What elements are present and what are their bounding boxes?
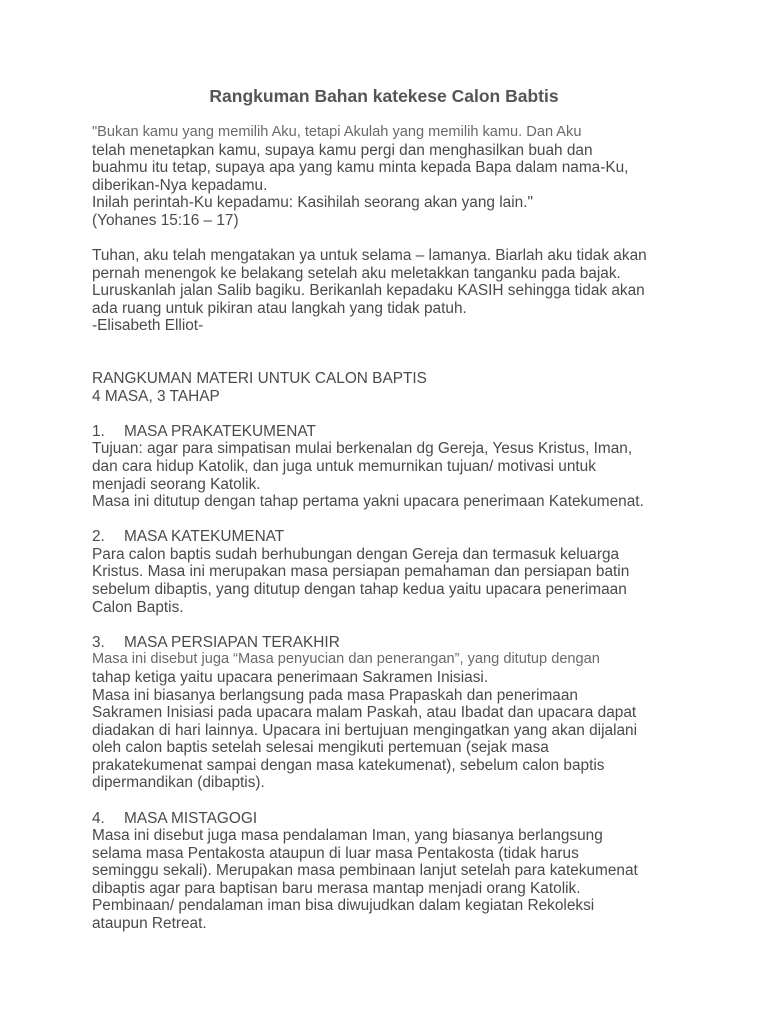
summary-subheading: 4 MASA, 3 TAHAP — [92, 387, 220, 405]
section-line: selama masa Pentakosta ataupun di luar masa Pentakosta (tidak harus — [92, 844, 579, 862]
section-heading — [92, 810, 712, 828]
prayer-line: pernah menengok ke belakang setelah aku meletakkan tanganku pada bajak. — [92, 264, 621, 282]
document-title: Rangkuman Bahan katekese Calon Babtis — [209, 86, 559, 106]
section-line: tahap ketiga yaitu upacara penerimaan Sakramen Inisiasi. — [92, 668, 489, 686]
section-line: dipermandikan (dibaptis). — [92, 774, 265, 792]
section-line: prakatekumenat sampai dengan masa katekumenat), sebelum calon baptis — [92, 756, 605, 774]
quote-line: telah menetapkan kamu, supaya kamu pergi dan menghasilkan buah dan — [92, 141, 593, 159]
section-title: MASA KATEKUMENAT — [124, 528, 285, 546]
quote-line: Inilah perintah-Ku kepadamu: Kasihilah seorang akan yang lain." — [92, 194, 533, 212]
section-title: MASA MISTAGOGI — [124, 809, 258, 827]
section-2 — [92, 528, 712, 616]
section-heading — [92, 634, 712, 652]
prayer-line: ada ruang untuk pikiran atau langkah yang tidak patuh. — [92, 299, 467, 317]
section-line: Kristus. Masa ini merupakan masa persiapan pemahaman dan persiapan batin — [92, 563, 630, 581]
quote-reference: (Yohanes 15:16 – 17) — [92, 211, 239, 229]
section-line: dibaptis agar para baptisan baru merasa mantap menjadi orang Katolik. — [92, 879, 581, 897]
summary-heading: RANGKUMAN MATERI UNTUK CALON BAPTIS — [92, 370, 427, 388]
section-line: Masa ini ditutup dengan tahap pertama yakni upacara penerimaan Katekumenat. — [92, 493, 644, 511]
section-line: Masa ini disebut juga “Masa penyucian dan penerangan”, yang ditutup dengan — [92, 651, 600, 668]
section-line: diadakan di hari lainnya. Upacara ini bertujuan mengingatkan yang akan dijalani — [92, 721, 638, 739]
section-line: seminggu sekali). Merupakan masa pembinaan lanjut setelah para katekumenat — [92, 862, 638, 880]
section-line: menjadi seorang Katolik. — [92, 475, 261, 493]
section-number: 3. — [92, 633, 105, 651]
section-line: Tujuan: agar para simpatisan mulai berkenalan dg Gereja, Yesus Kristus, Iman, — [92, 440, 633, 458]
bible-quote — [92, 124, 712, 229]
quote-line: diberikan-Nya kepadamu. — [92, 176, 268, 194]
section-line: oleh calon baptis setelah selesai mengikuti pertemuan (sejak masa — [92, 739, 549, 757]
section-line: Para calon baptis sudah berhubungan dengan Gereja dan termasuk keluarga — [92, 545, 620, 563]
prayer-author: -Elisabeth Elliot- — [92, 317, 204, 335]
section-line: ataupun Retreat. — [92, 915, 207, 933]
document-body — [92, 124, 712, 933]
section-number: 4. — [92, 809, 105, 827]
section-line: Calon Baptis. — [92, 598, 184, 616]
section-number: 2. — [92, 528, 105, 546]
prayer — [92, 247, 712, 335]
prayer-line: Luruskanlah jalan Salib bagiku. Berikanlah kepadaku KASIH sehingga tidak akan — [92, 282, 645, 300]
section-heading — [92, 528, 712, 546]
section-title: MASA PRAKATEKUMENAT — [124, 422, 316, 440]
section-number: 1. — [92, 422, 105, 440]
section-line: Sakramen Inisiasi pada upacara malam Paskah, atau Ibadat dan upacara dapat — [92, 704, 637, 722]
section-4 — [92, 810, 712, 933]
section-title: MASA PERSIAPAN TERAKHIR — [124, 633, 340, 651]
section-line: Masa ini disebut juga masa pendalaman Iman, yang biasanya berlangsung — [92, 827, 603, 845]
prayer-line: Tuhan, aku telah mengatakan ya untuk selama – lamanya. Biarlah aku tidak akan — [92, 247, 647, 265]
quote-line: "Bukan kamu yang memilih Aku, tetapi Akulah yang memilih kamu. Dan Aku — [92, 124, 582, 140]
section-heading — [92, 423, 712, 441]
section-1 — [92, 423, 712, 511]
section-line: Pembinaan/ pendalaman iman bisa diwujudkan dalam kegiatan Rekoleksi — [92, 897, 595, 915]
section-3 — [92, 634, 712, 792]
section-line: sebelum dibaptis, yang ditutup dengan tahap kedua yaitu upacara penerimaan — [92, 581, 627, 599]
section-line: dan cara hidup Katolik, dan juga untuk memurnikan tujuan/ motivasi untuk — [92, 457, 596, 475]
quote-line: buahmu itu tetap, supaya apa yang kamu minta kepada Bapa dalam nama-Ku, — [92, 159, 629, 177]
section-line: Masa ini biasanya berlangsung pada masa Prapaskah dan penerimaan — [92, 686, 578, 704]
